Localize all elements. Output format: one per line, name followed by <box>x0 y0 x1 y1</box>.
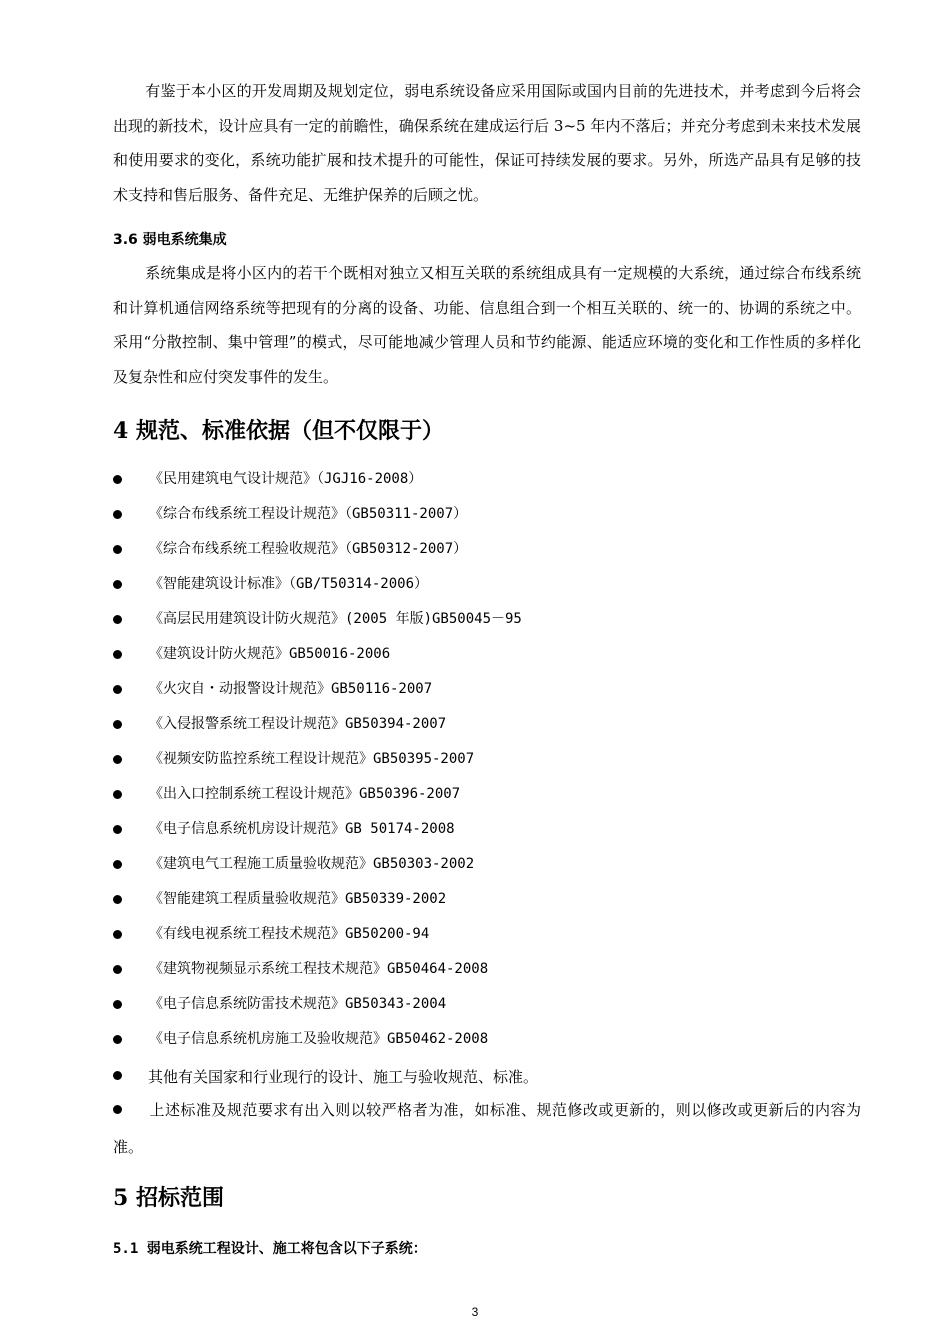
section-3-6-paragraph <box>113 256 861 394</box>
list-item <box>113 567 873 602</box>
list-item <box>113 812 873 847</box>
standard-text: 《火灾自・动报警设计规范》GB50116-2007 <box>149 681 433 697</box>
standard-text: 《电子信息系统机房设计规范》GB 50174-2008 <box>149 821 455 837</box>
bullet-icon <box>113 1071 122 1080</box>
bullet-icon <box>113 545 122 554</box>
standard-text: 《建筑电气工程施工质量验收规范》GB50303-2002 <box>149 856 475 872</box>
standard-text: 《视频安防监控系统工程设计规范》GB50395-2007 <box>149 751 475 767</box>
bullet-icon <box>113 1035 122 1044</box>
list-item <box>113 497 873 532</box>
standards-note-text: 上述标准及规范要求有出入则以较严格者为准，如标准、规范修改或更新的，则以修改或更新后的内容为准。 <box>113 1101 861 1156</box>
standard-text: 《入侵报警系统工程设计规范》GB50394-2007 <box>149 716 447 732</box>
standard-text: 《建筑物视频显示系统工程技术规范》GB50464-2008 <box>149 961 489 977</box>
bullet-icon <box>113 580 122 589</box>
section-3-6-heading: 3.6 弱电系统集成 <box>113 232 227 248</box>
list-item <box>113 742 873 777</box>
section-5-heading: 5 招标范围 <box>113 1185 224 1211</box>
list-item <box>113 987 873 1022</box>
list-item <box>113 952 873 987</box>
intro-paragraph <box>113 74 861 212</box>
standard-text: 《智能建筑工程质量验收规范》GB50339-2002 <box>149 891 447 907</box>
list-item <box>113 847 873 882</box>
section-5-1-heading: 5.1 弱电系统工程设计、施工将包含以下子系统： <box>113 1241 427 1257</box>
bullet-icon <box>113 755 122 764</box>
standard-text: 《电子信息系统防雷技术规范》GB50343-2004 <box>149 996 447 1012</box>
bullet-icon <box>113 685 122 694</box>
standard-text: 《智能建筑设计标准》（GB/T50314-2006） <box>149 576 429 592</box>
bullet-icon <box>113 510 122 519</box>
list-item <box>113 462 873 497</box>
intro-paragraph-text: 有鉴于本小区的开发周期及规划定位，弱电系统设备应采用国际或国内目前的先进技术，并考虑到今后将会出现的新技术，设计应具有一定的前瞻性，确保系统在建成运行后 3~5 年内不落后；并充分考虑到未来技术发展和使用要求的变化，系统功能扩展和技术提升的可能性，保证可持续发展的要求。另外，所选产品具有足够的技术支持和售后服务、备件充足、无维护保养的后顾之忧。 <box>113 82 861 204</box>
page-number: 3 <box>471 1305 479 1319</box>
list-item <box>113 637 873 672</box>
bullet-icon <box>113 930 122 939</box>
other-standards-item: 其他有关国家和行业现行的设计、施工与验收规范、标准。 <box>148 1068 539 1086</box>
bullet-icon <box>113 825 122 834</box>
bullet-icon <box>113 475 122 484</box>
list-item <box>113 532 873 567</box>
list-item <box>113 882 873 917</box>
bullet-icon <box>113 965 122 974</box>
standard-text: 《有线电视系统工程技术规范》GB50200-94 <box>149 926 430 942</box>
list-item <box>113 1022 873 1057</box>
standard-text: 《综合布线系统工程验收规范》（GB50312-2007） <box>149 541 468 557</box>
bullet-icon <box>113 860 122 869</box>
bullet-icon <box>113 650 122 659</box>
standard-text: 《高层民用建筑设计防火规范》(2005 年版)GB50045－95 <box>149 611 522 627</box>
standard-text: 《出入口控制系统工程设计规范》GB50396-2007 <box>149 786 461 802</box>
standards-note-item <box>113 1092 861 1166</box>
list-item <box>113 707 873 742</box>
bullet-icon <box>113 790 122 799</box>
standard-text: 《电子信息系统机房施工及验收规范》GB50462-2008 <box>149 1031 489 1047</box>
bullet-icon <box>113 720 122 729</box>
list-item <box>113 917 873 952</box>
standard-text: 《综合布线系统工程设计规范》（GB50311-2007） <box>149 506 468 522</box>
bullet-icon <box>113 895 122 904</box>
section-3-6-paragraph-text: 系统集成是将小区内的若干个既相对独立又相互关联的系统组成具有一定规模的大系统，通过综合布线系统和计算机通信网络系统等把现有的分离的设备、功能、信息组合到一个相互关联的、统一的、协调的系统之中。采用“分散控制、集中管理”的模式，尽可能地减少管理人员和节约能源、能适应环境的变化和工作性质的多样化及复杂性和应付突发事件的发生。 <box>113 264 861 386</box>
section-4-heading: 4 规范、标准依据（但不仅限于） <box>113 418 444 444</box>
list-item <box>113 777 873 812</box>
bullet-icon <box>113 615 122 624</box>
standard-text: 《建筑设计防火规范》GB50016-2006 <box>149 646 391 662</box>
standard-text: 《民用建筑电气设计规范》（JGJ16-2008） <box>149 471 423 487</box>
list-item <box>113 672 873 707</box>
bullet-icon <box>113 1000 122 1009</box>
standards-list <box>113 462 873 1057</box>
list-item <box>113 602 873 637</box>
